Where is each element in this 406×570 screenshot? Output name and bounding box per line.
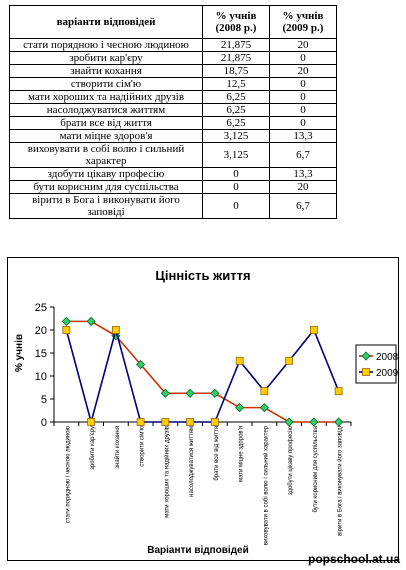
row-value-2008: 3,125	[203, 130, 270, 143]
row-value-2009: 13,3	[270, 168, 337, 181]
table-row	[10, 194, 337, 219]
row-value-2009: 0	[270, 117, 337, 130]
y-tick-label: 5	[40, 394, 47, 406]
data-point-2009	[112, 327, 119, 334]
header-variants: варіанти відповідей	[10, 6, 203, 39]
row-value-2009: 13,3	[270, 130, 337, 143]
row-value-2008: 6,25	[203, 104, 270, 117]
x-tick-label: виховувати в собі волю і сильний характер	[263, 426, 270, 546]
row-variant: зробити кар'єру	[10, 52, 203, 65]
row-value-2009: 20	[270, 65, 337, 78]
table-row	[10, 78, 337, 91]
table-header-row	[10, 6, 337, 39]
y-tick-label: 25	[34, 302, 47, 314]
row-value-2009: 20	[270, 181, 337, 194]
row-variant: мати міцне здоров'я	[10, 130, 203, 143]
data-point-2009	[236, 357, 243, 364]
legend	[356, 345, 399, 383]
watermark: popschool.at.ua	[307, 552, 400, 566]
header-2009: % учнів (2009 р.)	[270, 6, 337, 39]
table-row	[10, 143, 337, 168]
x-tick-label: здобути цікаву професію	[288, 426, 295, 496]
table-row	[10, 91, 337, 104]
x-tick-label: бути корисним для суспільства	[312, 426, 319, 513]
y-tick-label: 10	[34, 371, 47, 383]
row-value-2009: 0	[270, 52, 337, 65]
row-value-2008: 0	[203, 181, 270, 194]
data-point-2009	[286, 357, 293, 364]
x-tick-label: стати порядною і чесною людиною	[65, 426, 72, 524]
row-variant: знайти кохання	[10, 65, 203, 78]
row-value-2009: 6,7	[270, 194, 337, 219]
row-value-2008: 6,25	[203, 117, 270, 130]
legend-label-2008: 2008	[376, 352, 399, 363]
row-variant: виховувати в собі волю і сильний характер	[10, 143, 203, 168]
table-row	[10, 52, 337, 65]
chart-title: Цінність життя	[155, 268, 251, 283]
row-variant: мати хороших та надійних друзів	[10, 91, 203, 104]
legend-label-2009: 2009	[376, 368, 399, 379]
x-tick-label: насолоджуватися життям	[189, 426, 196, 497]
x-tick-label: знайти кохання	[114, 426, 121, 469]
data-point-2009	[88, 419, 95, 426]
x-tick-label: створити сім'ю	[139, 426, 146, 467]
row-value-2008: 18,75	[203, 65, 270, 78]
data-point-2009	[335, 388, 342, 395]
data-point-2009	[162, 419, 169, 426]
data-point-2009	[137, 419, 144, 426]
y-tick-label: 20	[34, 325, 47, 337]
row-value-2008: 3,125	[203, 143, 270, 168]
row-value-2008: 21,875	[203, 39, 270, 52]
header-2008: % учнів (2008 р.)	[203, 6, 270, 39]
table-row	[10, 130, 337, 143]
data-point-2009	[63, 327, 70, 334]
x-tick-label: брати все від життя	[213, 426, 220, 481]
data-point-2009	[310, 327, 317, 334]
table-row	[10, 181, 337, 194]
table-row	[10, 168, 337, 181]
row-variant: насолоджуватися життям	[10, 104, 203, 117]
x-tick-label: мати міцне здоров'я	[238, 426, 245, 483]
row-variant: вірити в Бога і виконувати його заповіді	[10, 194, 203, 219]
row-value-2009: 0	[270, 91, 337, 104]
row-value-2008: 6,25	[203, 91, 270, 104]
row-value-2008: 21,875	[203, 52, 270, 65]
row-value-2009: 20	[270, 39, 337, 52]
row-variant: створити сім'ю	[10, 78, 203, 91]
x-tick-label: зробити кар'єру	[90, 426, 97, 470]
row-value-2008: 0	[203, 194, 270, 219]
row-variant: бути корисним для суспільства	[10, 181, 203, 194]
x-tick-label: мати хороших та надійних друзів	[164, 426, 171, 518]
legend-marker-2009	[363, 369, 370, 376]
row-variant: здобути цікаву професію	[10, 168, 203, 181]
row-variant: стати порядною і чесною людиною	[10, 39, 203, 52]
data-point-2009	[261, 388, 268, 395]
y-axis-label: % учнів	[14, 333, 25, 373]
row-value-2008: 0	[203, 168, 270, 181]
row-value-2009: 0	[270, 104, 337, 117]
table-row	[10, 65, 337, 78]
x-tick-label: вірити в Бога і виконувати його заповіді	[337, 426, 344, 536]
y-tick-label: 15	[34, 348, 47, 360]
y-tick-label: 0	[40, 417, 47, 429]
row-variant: брати все від життя	[10, 117, 203, 130]
row-value-2009: 0	[270, 78, 337, 91]
table-row	[10, 117, 337, 130]
data-point-2009	[187, 419, 194, 426]
row-value-2009: 6,7	[270, 143, 337, 168]
data-point-2009	[211, 419, 218, 426]
data-table	[9, 5, 337, 219]
chart	[7, 257, 399, 561]
row-value-2008: 12,5	[203, 78, 270, 91]
x-axis-label: Варіанти відповідей	[147, 545, 249, 556]
table-row	[10, 104, 337, 117]
table-row	[10, 39, 337, 52]
